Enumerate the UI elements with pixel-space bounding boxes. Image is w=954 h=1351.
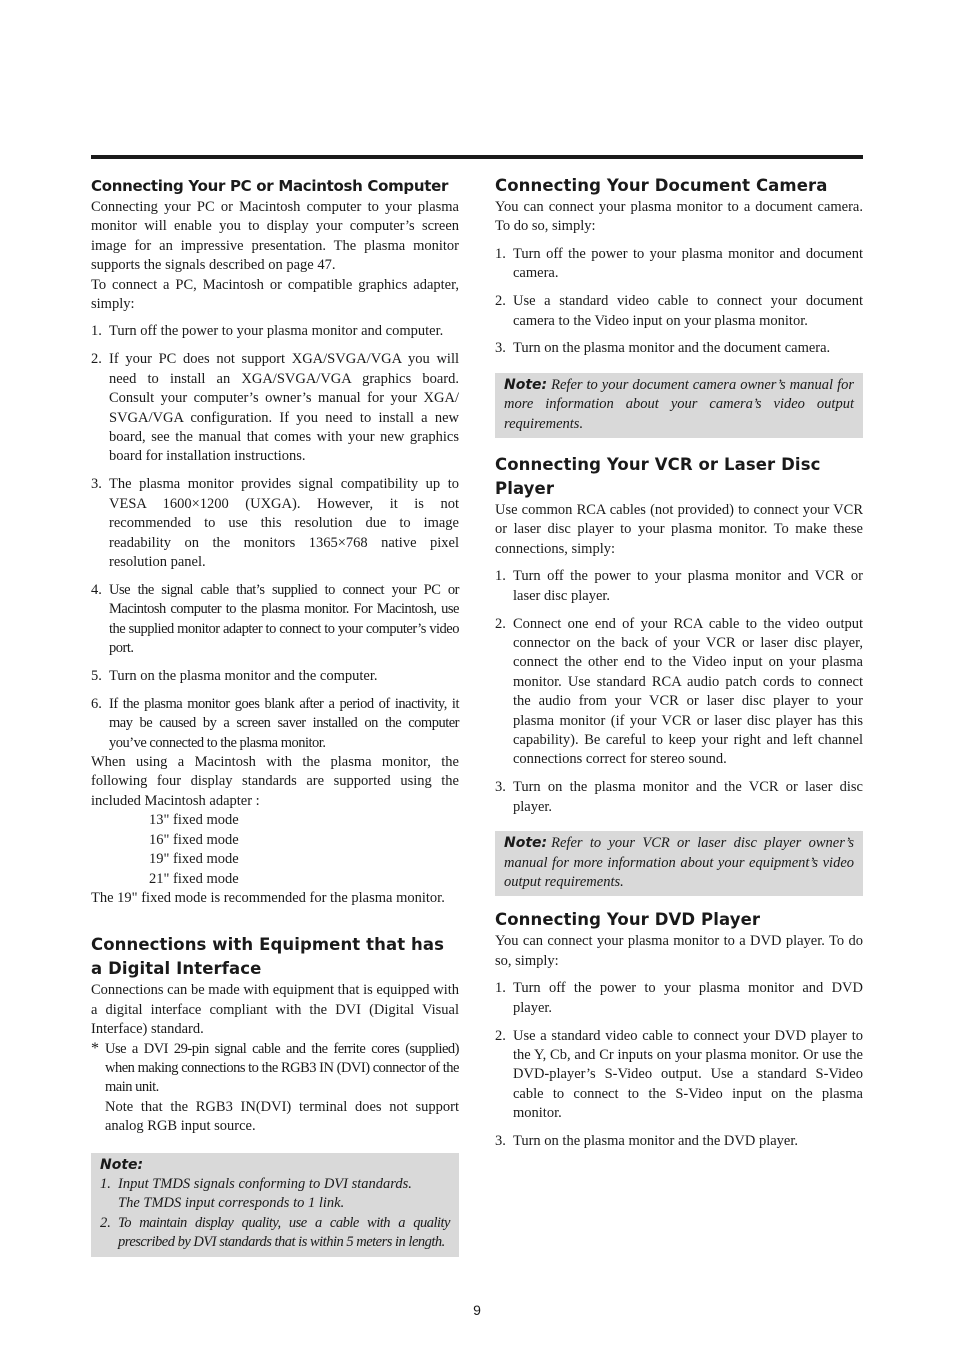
step-number: 2. (495, 615, 506, 632)
section-heading: Connecting Your Document Camera (495, 176, 828, 195)
step-text: The plasma monitor provides signal compatibility up to VESA 1600×1200 (UXGA). However, it is not recommended to use this resolution due to image readability on the monitors 1365×768 native pixel resolution panel. (109, 476, 459, 570)
note-box (495, 831, 863, 896)
list-item (495, 245, 863, 284)
note-number: 1. (100, 1175, 111, 1192)
step-text: Connect one end of your RCA cable to the video output connector on the back of your VCR or laser disc player, connect the other end to the Video input on your plasma monitor. Use standard RCA audio patch cords to connect the audio from your VCR or laser disc player to your plasma monitor (if your VCR or laser disc player has this capability). Be careful to keep your right and left channel connections correct for stereo sound. (513, 615, 863, 768)
step-number: 1. (495, 980, 506, 997)
step-text: Use a standard video cable to connect your document camera to the Video input on your plasma monitor. (513, 293, 863, 329)
list-item (495, 615, 863, 770)
section-vcr-laser-disc (495, 453, 863, 896)
step-text: Turn off the power to your plasma monitor and computer. (109, 323, 444, 340)
section-heading: Connecting Your PC or Macintosh Computer (91, 177, 449, 195)
top-rule (91, 155, 863, 159)
list-item (495, 979, 863, 1018)
section-dvd-player (495, 908, 863, 1151)
list-item (495, 1027, 863, 1124)
step-number: 4. (91, 581, 102, 598)
note-text: The TMDS input corresponds to 1 link. (118, 1195, 345, 1212)
paragraph: Connecting your PC or Macintosh computer to your plasma monitor will enable you to display your computer’s screen image for an impressive presentation. The plasma monitor supports the signals described on page 47. (91, 199, 459, 274)
section-heading: Connecting Your VCR or Laser Disc Player (495, 455, 821, 499)
step-text: Turn off the power to your plasma monitor and DVD player. (513, 980, 863, 1016)
step-text: If your PC does not support XGA/SVGA/VGA you will need to install an XGA/SVGA/VGA graphics board. Consult your computer’s owner’s manual for your XGA/ SVGA/VGA configuration. If you need to install a new board, see the manual that comes with your new graphics board for installation instructions. (109, 351, 459, 465)
steps-list (495, 567, 863, 817)
list-item (495, 567, 863, 606)
left-column (91, 174, 459, 1257)
mode-item: 16" fixed mode (149, 831, 239, 848)
section-heading: Connecting Your DVD Player (495, 910, 761, 930)
note-label: Note: (100, 1156, 144, 1173)
note-label: Note: (504, 376, 548, 393)
section-digital-interface (91, 933, 459, 1256)
paragraph: Connections can be made with equipment that is equipped with a digital interface compliant with the DVI (Digital Visual Interface) standard. (91, 982, 459, 1038)
section-document-camera (495, 174, 863, 438)
steps-list (495, 245, 863, 359)
list-item (91, 667, 459, 686)
step-number: 2. (91, 351, 102, 368)
note-number: 2. (100, 1214, 111, 1231)
section-heading: Connections with Equipment that has a Digital Interface (91, 935, 445, 979)
step-number: 6. (91, 695, 102, 712)
step-text: Turn on the plasma monitor and the VCR or laser disc player. (513, 779, 863, 815)
paragraph: You can connect your plasma monitor to a document camera. To do so, simply: (495, 199, 863, 235)
bullet-text: Use a DVI 29-pin signal cable and the ferrite cores (supplied) when making connections to the RGB3 IN (DVI) connector of the main unit. (105, 1040, 459, 1096)
note-list (100, 1175, 450, 1253)
bullet-text: Note that the RGB3 IN(DVI) terminal does not support analog RGB input source. (105, 1098, 459, 1135)
right-column (495, 174, 863, 1160)
mode-item: 13" fixed mode (149, 812, 239, 829)
step-number: 5. (91, 667, 102, 684)
note-item (100, 1175, 450, 1214)
steps-list (91, 322, 459, 753)
section-pc-macintosh (91, 174, 459, 908)
step-text: Use the signal cable that’s supplied to connect your PC or Macintosh computer to the plasma monitor. For Macintosh, use the supplied monitor adapter to connect to your computer’s video port. (109, 581, 459, 657)
paragraph: When using a Macintosh with the plasma monitor, the following four display standards are supported using the included Macintosh adapter : (91, 754, 459, 809)
note-label: Note: (504, 835, 548, 852)
list-item (495, 1132, 863, 1151)
steps-list (495, 979, 863, 1151)
list-item (495, 339, 863, 358)
paragraph: The 19" fixed mode is recommended for the plasma monitor. (91, 889, 445, 906)
paragraph: You can connect your plasma monitor to a DVD player. To do so, simply: (495, 933, 863, 969)
step-number: 1. (495, 568, 506, 585)
step-number: 3. (495, 779, 506, 796)
step-text: Turn on the plasma monitor and the computer. (109, 667, 378, 684)
paragraph: To connect a PC, Macintosh or compatible graphics adapter, simply: (91, 276, 459, 313)
bullet-marker: * (91, 1039, 99, 1057)
note-box (495, 373, 863, 438)
step-text: Turn off the power to your plasma monitor and document camera. (513, 245, 863, 282)
list-item (91, 475, 459, 572)
list-item (91, 322, 459, 341)
list-item (91, 350, 459, 466)
mode-item: 19" fixed mode (149, 851, 239, 868)
step-number: 2. (495, 1027, 506, 1044)
bullet-item (91, 1040, 459, 1137)
note-box (91, 1153, 459, 1257)
paragraph: Use common RCA cables (not provided) to connect your VCR or laser disc player to your plasma monitor. To make these connections, simply: (495, 502, 863, 557)
note-text: Refer to your VCR or laser disc player owner’s manual for more information about your equipment’s video output requirements. (504, 835, 854, 890)
step-number: 3. (495, 340, 506, 357)
note-text: Refer to your document camera owner’s manual for more information about your camera’s video output requirements. (504, 376, 854, 432)
list-item (495, 778, 863, 817)
step-number: 1. (91, 323, 102, 340)
note-item (100, 1214, 450, 1253)
step-number: 1. (495, 245, 506, 262)
step-text: Turn off the power to your plasma monitor and VCR or laser disc player. (513, 568, 863, 604)
step-text: Use a standard video cable to connect your DVD player to the Y, Cb, and Cr inputs on your plasma monitor. Or use the DVD-player’s S-Video output. Use a standard S-Video cable to connect to the S-Video input on the plasma monitor. (513, 1027, 863, 1122)
step-number: 3. (91, 476, 102, 493)
list-item (495, 292, 863, 331)
step-number: 2. (495, 293, 506, 310)
note-text: Input TMDS signals conforming to DVI standards. (118, 1175, 412, 1192)
step-text: If the plasma monitor goes blank after a period of inactivity, it may be caused by a screen saver installed on the computer you’ve connected to the plasma monitor. (109, 695, 459, 751)
display-modes-list (91, 811, 459, 889)
list-item (91, 581, 459, 659)
step-text: Turn on the plasma monitor and the document camera. (513, 340, 831, 357)
note-text: To maintain display quality, use a cable with a quality prescribed by DVI standards that is within 5 meters in length. (118, 1214, 450, 1251)
page-number: 9 (473, 1302, 481, 1318)
step-text: Turn on the plasma monitor and the DVD player. (513, 1133, 798, 1150)
step-number: 3. (495, 1133, 506, 1150)
list-item (91, 695, 459, 753)
mode-item: 21" fixed mode (149, 870, 239, 887)
